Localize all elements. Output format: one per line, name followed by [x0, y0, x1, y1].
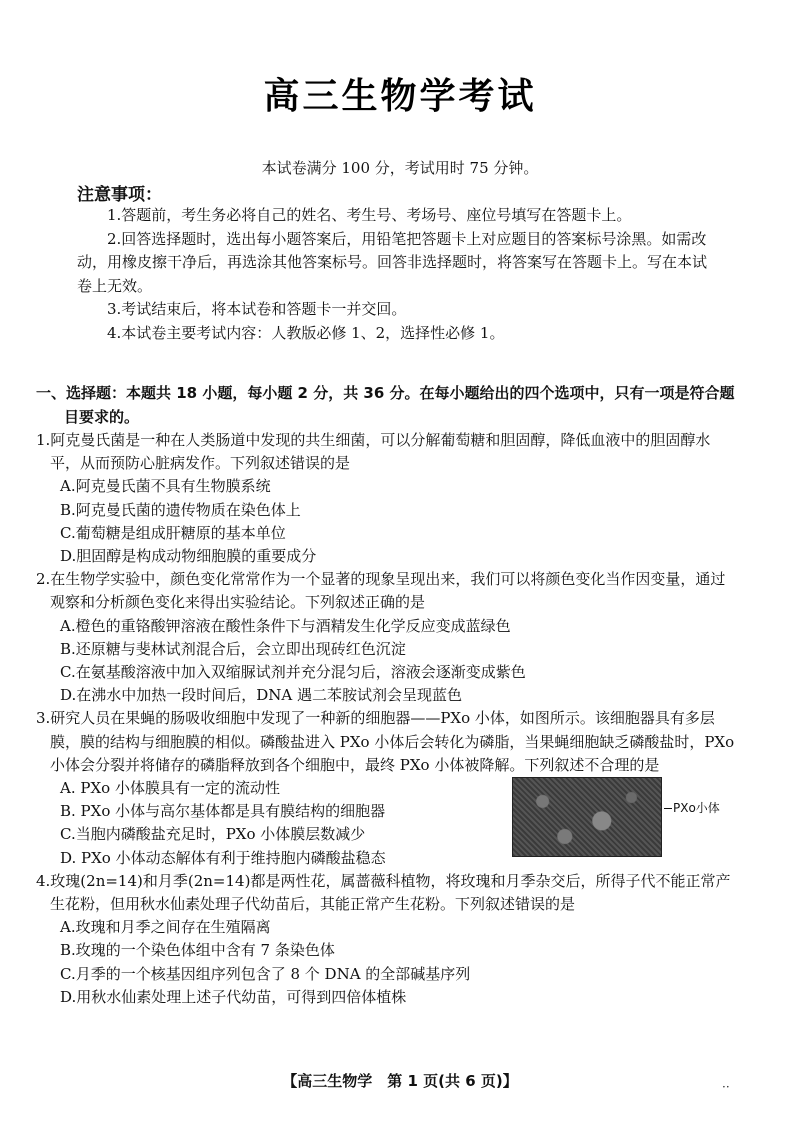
pointer-line	[664, 808, 672, 809]
notice-item: 3.考试结束后，将本试卷和答题卡一并交回。	[107, 300, 407, 318]
question-3	[36, 707, 736, 869]
figure-label	[664, 797, 720, 820]
option-a: A. PXo 小体膜具有一定的流动性	[60, 779, 280, 798]
exam-title: 高三生物学考试	[263, 76, 537, 117]
question-3-options	[36, 777, 736, 870]
notice-item: 1.答题前，考生务必将自己的姓名、考生号、考场号、座位号填写在答题卡上。	[107, 206, 632, 224]
notice-item: 2.回答选择题时，选出每小题答案后，用铅笔把答题卡上对应题目的答案标号涂黑。如需改动，用橡皮擦干净后，再选涂其他答案标号。回答非选择题时，将答案写在答题卡上。写在本试卷上无效。	[77, 229, 708, 295]
option-d: D.在沸水中加热一段时间后，DNA 遇二苯胺试剂会呈现蓝色	[60, 686, 463, 705]
notice-heading: 注意事项：	[77, 185, 162, 205]
pxo-micrograph-image	[512, 777, 662, 857]
option-c: C.在氨基酸溶液中加入双缩脲试剂并充分混匀后，溶液会逐渐变成紫色	[60, 663, 526, 682]
notice-item: 4.本试卷主要考试内容：人教版必修 1、2，选择性必修 1。	[107, 323, 505, 342]
option-c: C.葡萄糖是组成肝糖原的基本单位	[60, 523, 286, 542]
figure-label-text: PXo小体	[673, 801, 720, 816]
option-c: C.当胞内磷酸盐充足时，PXo 小体膜层数减少	[60, 825, 366, 844]
question-stem: 2.在生物学实验中，颜色变化常常作为一个显著的现象呈现出来，我们可以将颜色变化当作因变量，通过观察和分析颜色变化来得出实验结论。下列叙述正确的是	[36, 570, 726, 612]
question-section	[36, 381, 736, 1009]
question-1	[36, 429, 736, 568]
section-header: 一、选择题：本题共 18 小题，每小题 2 分，共 36 分。在每小题给出的四个选项中，只有一项是符合题目要求的。	[36, 384, 735, 426]
question-stem: 4.玫瑰(2n=14)和月季(2n=14)都是两性花，属蔷薇科植物，将玫瑰和月季杂交后，所得子代不能正常产生花粉，但用秋水仙素处理子代幼苗后，其能正常产生花粉。下列叙述错误的是	[36, 871, 731, 914]
question-2	[36, 568, 736, 707]
question-stem: 1.阿克曼氏菌是一种在人类肠道中发现的共生细菌，可以分解葡萄糖和胆固醇，降低血液中的胆固醇水平，从而预防心脏病发作。下列叙述错误的是	[36, 431, 711, 473]
exam-subtitle: 本试卷满分 100 分，考试用时 75 分钟。	[261, 159, 539, 177]
option-d: D.胆固醇是构成动物细胞膜的重要成分	[60, 547, 317, 566]
option-a: A.橙色的重铬酸钾溶液在酸性条件下与酒精发生化学反应变成蓝绿色	[60, 616, 511, 635]
option-d: D. PXo 小体动态解体有利于维持胞内磷酸盐稳态	[60, 848, 386, 867]
option-d: D.用秋水仙素处理上述子代幼苗，可得到四倍体植株	[60, 987, 407, 1006]
option-c: C.月季的一个核基因组序列包含了 8 个 DNA 的全部碱基序列	[60, 964, 471, 983]
option-a: A.玫瑰和月季之间存在生殖隔离	[60, 918, 271, 937]
option-b: B.还原糖与斐林试剂混合后，会立即出现砖红色沉淀	[60, 639, 406, 658]
page-footer: 【高三生物学 第 1 页(共 6 页)】	[282, 1072, 518, 1090]
notice-list	[77, 204, 717, 345]
option-b: B.阿克曼氏菌的遗传物质在染色体上	[60, 500, 301, 519]
option-b: B. PXo 小体与高尔基体都是具有膜结构的细胞器	[60, 802, 386, 821]
question-stem: 3.研究人员在果蝇的肠吸收细胞中发现了一种新的细胞器——PXo 小体，如图所示。该细胞器具有多层膜，膜的结构与细胞膜的相似。磷酸盐进入 PXo 小体后会转化为磷脂，当果蝇细胞缺乏磷酸盐时，PXo 小体会分裂并将储存的磷脂释放到各个细胞中，最终 PXo 小体被降解。下列叙述不合理的是	[36, 709, 735, 774]
option-a: A.阿克曼氏菌不具有生物膜系统	[60, 477, 271, 496]
question-4	[36, 870, 736, 1009]
option-b: B.玫瑰的一个染色体组中含有 7 条染色体	[60, 941, 335, 960]
corner-mark: ··	[722, 1080, 730, 1094]
